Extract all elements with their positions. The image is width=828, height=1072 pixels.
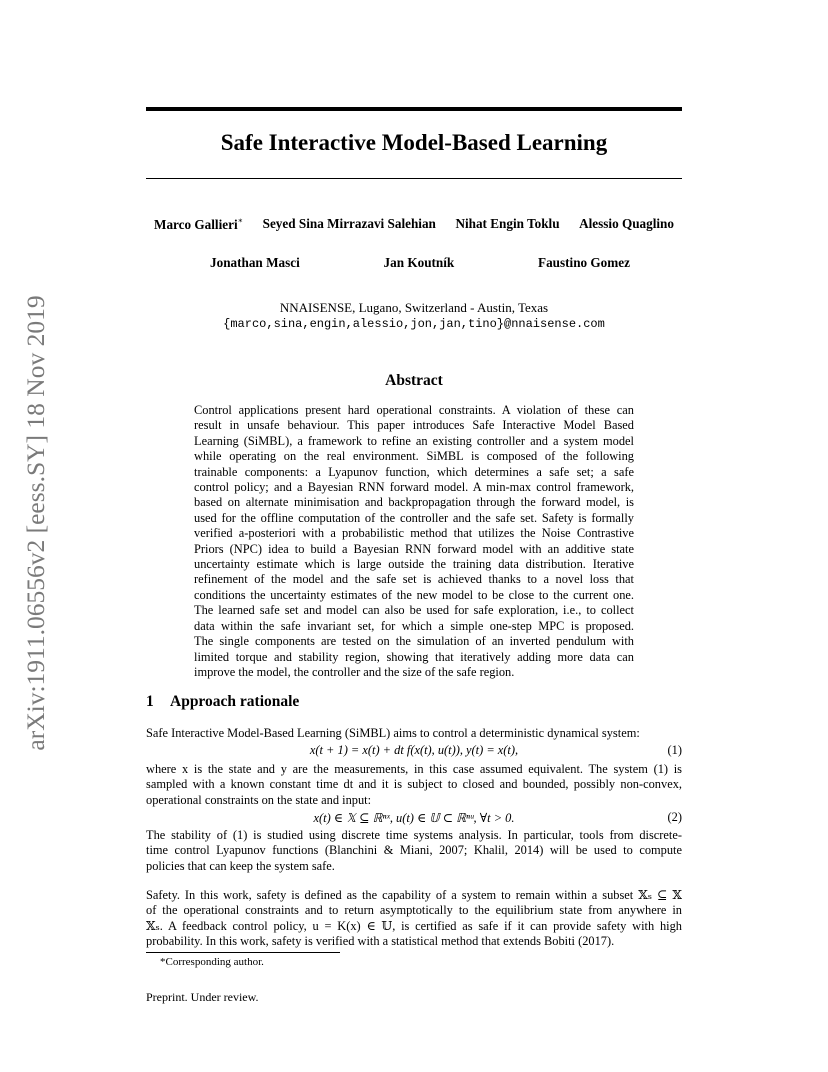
text-line: trainable components: a Lyapunov function, which determines a safe set; a safe <box>194 464 634 479</box>
text-line: policies that can keep the system safe. <box>146 858 335 873</box>
footnote-mark: ∗ <box>237 216 244 225</box>
affiliation: NNAISENSE, Lugano, Switzerland - Austin, Texas <box>279 300 549 315</box>
email: {marco,sina,engin,alessio,jon,jan,tino}@nnaisense.com <box>223 317 605 331</box>
author: Alessio Quaglino <box>579 216 674 231</box>
author: Faustino Gomez <box>538 255 630 270</box>
text-line: Control applications present hard operational constraints. A violation of these can <box>194 403 634 417</box>
text-line: while operating on the real environment. SiMBL is composed of the following <box>194 449 634 464</box>
text-line: verified a-posteriori with a probabilistic method that utilizes the Noise Contrastive <box>194 526 634 541</box>
text-line: conditions the uncertainty estimates of the new model to be close to the current one. <box>194 587 634 602</box>
paper-title: Safe Interactive Model-Based Learning <box>220 130 608 155</box>
equation-math: x(t + 1) = x(t) + dt f(x(t), u(t)), y(t) = x(t), <box>309 743 519 757</box>
equation-number: (2) <box>667 810 682 824</box>
equation-1 <box>146 743 682 759</box>
arxiv-watermark: arXiv:1911.06556v2 [eess.SY] 18 Nov 2019 <box>21 295 50 751</box>
text-line: based on alternate minimisation and backpropagation through the forward model, is <box>194 495 634 510</box>
text-line: refinement of the model and the safe set is achieved thanks to a novel loss that <box>194 572 634 587</box>
text-line: operational constraints on the state and input: <box>146 792 372 807</box>
text-line: limited torque and stability region, showing that iteratively adding more data can <box>194 649 634 664</box>
text-line: Safe Interactive Model-Based Learning (SiMBL) aims to control a deterministic dynamical system: <box>146 726 640 740</box>
text-line: result in unsafe behaviour. This paper introduces Safe Interactive Model Based <box>194 418 634 433</box>
section-title: Approach rationale <box>170 693 300 710</box>
text-line: data within the safe invariant set, for which a simple one-step MPC is proposed. <box>194 618 634 633</box>
affiliation-block <box>146 300 682 332</box>
text-line: The single components are tested on the simulation of an inverted pendulum with <box>194 634 634 649</box>
author: Marco Gallieri∗ <box>154 216 244 232</box>
text-line: control policy; and a Bayesian RNN forward model. A min-max control framework, <box>194 480 634 495</box>
text-line: 𝕏ₛ. A feedback control policy, u = K(x) ∈ 𝕌, is certified as safe if it can provide safety with high <box>146 918 682 933</box>
paragraph-stability <box>146 828 682 874</box>
text-line: improve the model, the controller and the size of the safe region. <box>194 664 515 679</box>
authors-row-1 <box>146 216 682 233</box>
title-top-rule <box>146 107 682 111</box>
section-heading <box>146 693 299 711</box>
text-line: Priors (NPC) idea to build a Bayesian RNN forward model with an additive state <box>194 541 634 556</box>
equation-2 <box>146 810 682 826</box>
equation-math: x(t) ∈ 𝕏 ⊆ ℝⁿˣ, u(t) ∈ 𝕌 ⊂ ℝⁿᵘ, ∀t > 0. <box>313 811 515 825</box>
paragraph-safety <box>146 888 682 950</box>
author: Nihat Engin Toklu <box>455 216 560 231</box>
text-line: of the operational constraints and to return asymptotically to the equilibrium state from anywhere in <box>146 903 682 918</box>
text-line: Safety. In this work, safety is defined as the capability of a system to remain within a subset 𝕏ₛ ⊆ 𝕏 <box>146 888 682 902</box>
text-line: probability. In this work, safety is verified with a statistical method that extends Bobiti (2017). <box>146 934 615 949</box>
title-bottom-rule <box>146 178 682 179</box>
authors-row-2 <box>146 255 682 271</box>
preprint-note: Preprint. Under review. <box>146 990 259 1004</box>
abstract <box>194 403 634 680</box>
intro-paragraph <box>146 726 682 741</box>
footnote-rule <box>146 952 340 953</box>
text-line: where x is the state and y are the measurements, in this case assumed equivalent. The system (1) is <box>146 762 682 776</box>
text-line: used for the offline computation of the controller and the safe set. Safety is formally <box>194 510 634 525</box>
text-line: Learning (SiMBL), a framework to refine an existing controller and a system model <box>194 433 634 448</box>
equation-number: (1) <box>667 743 682 757</box>
text-line: time control Lyapunov functions (Blanchini & Miani, 2007; Khalil, 2014) will be used to compute <box>146 843 682 858</box>
section-number: 1 <box>146 693 154 710</box>
text-line: The learned safe set and model can also be used for safe exploration, i.e., to collect <box>194 603 634 618</box>
text-line: sampled with a known constant time dt and it is subject to closed and bounded, possibly non-convex, <box>146 777 682 792</box>
author: Seyed Sina Mirrazavi Salehian <box>262 216 436 231</box>
paragraph-state <box>146 762 682 808</box>
text-line: The stability of (1) is studied using discrete time systems analysis. In particular, tools from discrete- <box>146 828 682 842</box>
abstract-title: Abstract <box>385 372 443 389</box>
author: Jonathan Masci <box>210 255 300 270</box>
author: Jan Koutník <box>383 255 455 270</box>
text-line: uncertainty estimate which is large outside the training data distribution. Iterative <box>194 557 634 572</box>
footnote: *Corresponding author. <box>160 956 264 968</box>
